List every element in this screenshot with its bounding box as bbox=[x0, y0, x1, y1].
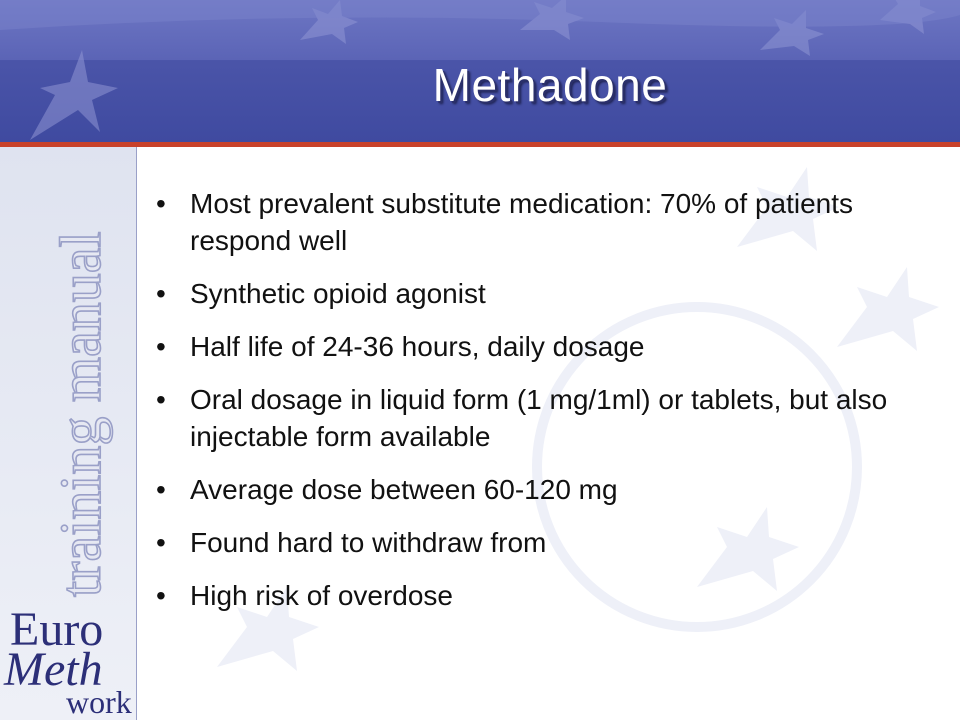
slide-header bbox=[0, 0, 960, 142]
bullet-item bbox=[150, 185, 950, 259]
bullet-dot: • bbox=[156, 384, 166, 415]
sidebar bbox=[0, 147, 137, 720]
bullet-text: Oral dosage in liquid form (1 mg/1ml) or tablets, but also injectable form available bbox=[190, 384, 888, 452]
bullet-text: Average dose between 60-120 mg bbox=[190, 474, 618, 505]
bullet-dot: • bbox=[156, 527, 166, 558]
header-wave bbox=[0, 0, 960, 30]
sidebar-vertical-label: training manual bbox=[48, 231, 113, 597]
bullet-dot: • bbox=[156, 331, 166, 362]
bullet-item bbox=[150, 275, 950, 312]
logo-line-meth: Meth bbox=[4, 643, 103, 696]
bullet-dot: • bbox=[156, 474, 166, 505]
bullet-text: Found hard to withdraw from bbox=[190, 527, 547, 558]
bullet-item bbox=[150, 577, 950, 614]
bullet-item bbox=[150, 328, 950, 365]
bullet-item bbox=[150, 471, 950, 508]
slide-title: Methadone bbox=[432, 59, 668, 111]
bullet-text: Synthetic opioid agonist bbox=[190, 278, 486, 309]
euromethwork-logo bbox=[0, 602, 136, 720]
bullet-text: Half life of 24-36 hours, daily dosage bbox=[190, 331, 645, 362]
bullet-dot: • bbox=[156, 278, 166, 309]
bullet-dot: • bbox=[156, 188, 166, 219]
bullet-dot: • bbox=[156, 580, 166, 611]
logo-line-euro: Euro bbox=[10, 603, 104, 656]
bullet-item bbox=[150, 524, 950, 561]
bullet-text: High risk of overdose bbox=[190, 580, 454, 611]
logo-line-work: work bbox=[66, 684, 132, 720]
bullet-item bbox=[150, 381, 950, 455]
bullet-text: Most prevalent substitute medication: 70% of patients respond well bbox=[190, 188, 854, 256]
bullet-list bbox=[150, 185, 950, 630]
